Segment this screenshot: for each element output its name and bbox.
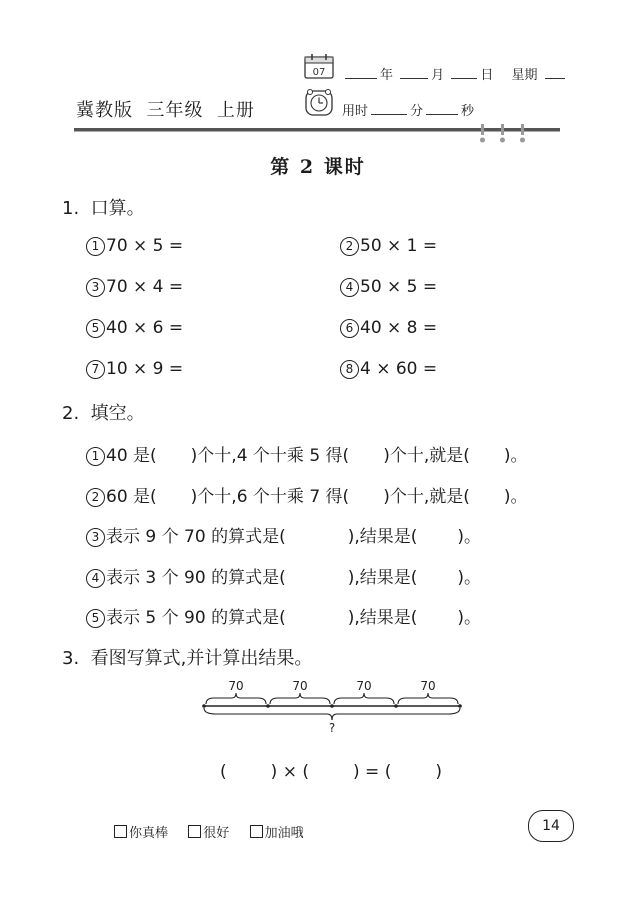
segment-dot xyxy=(202,704,206,708)
calendar-day: 07 xyxy=(312,67,326,78)
q2-text: )个十,就是( xyxy=(383,446,470,466)
clock-icon xyxy=(303,88,335,118)
q2-text: 60 是( xyxy=(106,486,157,507)
item-number: 3 xyxy=(86,528,105,547)
segment-brace xyxy=(334,693,394,704)
total-label: ? xyxy=(328,721,336,735)
eq-open-2: ( xyxy=(302,762,309,782)
q2-item xyxy=(86,441,528,466)
time-prefix: 用时 xyxy=(342,104,369,119)
segment-brace xyxy=(398,693,458,704)
eq-close-3: ) xyxy=(435,762,442,782)
item-number: 6 xyxy=(340,319,359,338)
q2-item xyxy=(86,563,481,588)
book-title: 冀教版 三年级 上册 xyxy=(76,100,255,121)
q1-expression: 10 × 9 = xyxy=(106,359,184,379)
day-label: 日 xyxy=(480,68,494,83)
time-line xyxy=(342,100,474,119)
q2-text: )个十,就是( xyxy=(383,486,470,507)
header-rule xyxy=(74,124,564,150)
weekday-label: 星期 xyxy=(511,68,538,83)
rating-great[interactable]: 你真棒 xyxy=(114,826,168,841)
q2-text: 表示 3 个 90 的算式是( xyxy=(106,567,286,588)
eq-times: × xyxy=(282,762,297,782)
item-number: 1 xyxy=(86,447,105,466)
q1-expression: 70 × 5 = xyxy=(106,236,184,256)
item-number: 2 xyxy=(340,237,359,256)
q2-text: )。 xyxy=(503,486,528,507)
page-number-badge xyxy=(528,810,574,842)
item-number: 5 xyxy=(86,319,105,338)
q2-text: )。 xyxy=(457,608,482,628)
segment-dot xyxy=(330,704,334,708)
segment-brace xyxy=(206,693,266,704)
item-number: 4 xyxy=(340,278,359,297)
q1-item xyxy=(86,236,183,256)
segment-dot xyxy=(266,704,270,708)
rating-good[interactable]: 很好 xyxy=(188,826,229,841)
q1-expression: 40 × 8 = xyxy=(360,318,438,338)
rating-bar xyxy=(114,822,304,841)
segment-label: 70 xyxy=(356,680,372,693)
q2-text: )个十,4 个十乘 5 得( xyxy=(190,446,350,466)
page-number: 14 xyxy=(542,818,560,834)
q1-expression: 50 × 1 = xyxy=(360,236,438,256)
q2-text: )。 xyxy=(457,567,482,588)
q2-text: )个十,6 个十乘 7 得( xyxy=(190,486,350,507)
q1-expression: 4 × 60 = xyxy=(360,359,438,379)
equation-line xyxy=(220,762,442,782)
item-number: 7 xyxy=(86,360,105,379)
year-label: 年 xyxy=(380,68,394,83)
q1-item xyxy=(340,318,437,338)
q1-expression: 50 × 5 = xyxy=(360,277,438,297)
q1-item xyxy=(86,318,183,338)
q2-text: )。 xyxy=(457,527,482,547)
item-number: 8 xyxy=(340,360,359,379)
q2-text: ),结果是( xyxy=(347,527,418,547)
segment-label: 70 xyxy=(228,680,244,693)
q1-expression: 40 × 6 = xyxy=(106,318,184,338)
segment-brace xyxy=(270,693,330,704)
q2-item xyxy=(86,522,481,547)
segment-label: 70 xyxy=(420,680,436,693)
segment-dot xyxy=(458,704,462,708)
q2-text: ),结果是( xyxy=(347,567,418,588)
checkbox-icon[interactable] xyxy=(114,825,127,838)
seconds-label: 秒 xyxy=(461,104,475,119)
eq-equals: = xyxy=(365,762,380,782)
q2-text: 40 是( xyxy=(106,446,157,466)
minutes-label: 分 xyxy=(410,104,424,119)
eq-close-1: ) xyxy=(270,762,278,782)
item-number: 3 xyxy=(86,278,105,297)
calendar-icon xyxy=(304,53,334,79)
eq-open-1: ( xyxy=(220,762,227,782)
q1-title: 1. 口算。 xyxy=(62,198,145,219)
q1-item xyxy=(86,359,183,379)
rating-keep-going[interactable]: 加油哦 xyxy=(250,826,304,841)
q2-title: 2. 填空。 xyxy=(62,403,145,424)
total-brace xyxy=(204,708,460,720)
eq-open-3: ( xyxy=(384,762,392,782)
q2-item xyxy=(86,603,481,628)
q2-text: 表示 9 个 70 的算式是( xyxy=(106,527,286,547)
q1-item xyxy=(340,359,437,379)
q3-title: 3. 看图写算式,并计算出结果。 xyxy=(62,648,313,669)
item-number: 4 xyxy=(86,569,105,588)
q2-text: )。 xyxy=(503,446,528,466)
q1-expression: 70 × 4 = xyxy=(106,277,184,297)
checkbox-icon[interactable] xyxy=(250,825,263,838)
q1-item xyxy=(340,277,437,297)
q2-item xyxy=(86,482,528,507)
eq-close-2: ) xyxy=(352,762,360,782)
segment-dot xyxy=(394,704,398,708)
lesson-title: 第 2 课时 xyxy=(270,156,366,178)
date-line xyxy=(342,64,568,83)
q2-text: 表示 5 个 90 的算式是( xyxy=(106,608,286,628)
month-label: 月 xyxy=(431,68,445,83)
item-number: 1 xyxy=(86,237,105,256)
item-number: 2 xyxy=(86,488,105,507)
segment-label: 70 xyxy=(292,680,308,693)
item-number: 5 xyxy=(86,609,105,628)
q1-item xyxy=(86,277,183,297)
segment-diagram xyxy=(190,680,470,740)
checkbox-icon[interactable] xyxy=(188,825,201,838)
q1-item xyxy=(340,236,437,256)
q2-text: ),结果是( xyxy=(347,608,418,628)
